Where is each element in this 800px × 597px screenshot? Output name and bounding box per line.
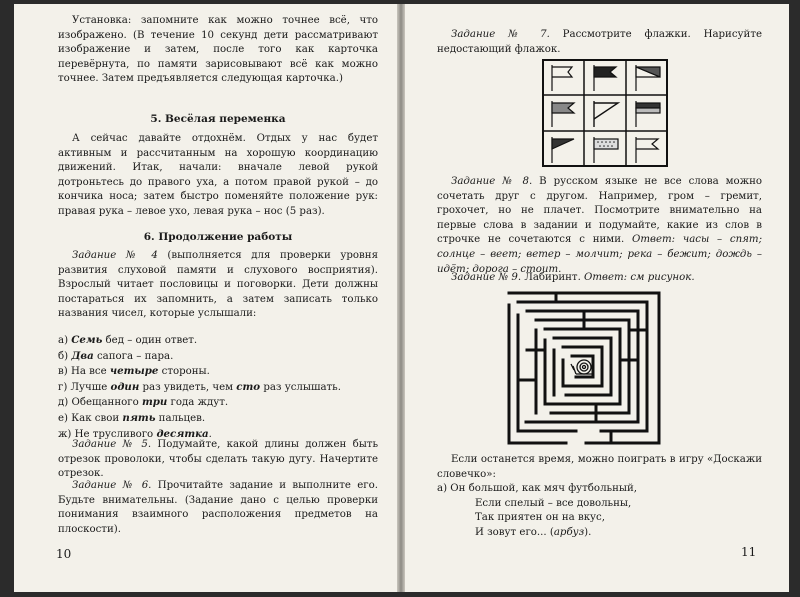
flag-icon (594, 101, 618, 127)
section6-title: 6. Продолжение работы (143, 231, 293, 243)
list-item: а) Семь бед – один ответ. (58, 334, 198, 346)
flag-icon (552, 65, 572, 91)
flag-icon (552, 137, 574, 163)
page-number: 11 (741, 545, 757, 559)
list-item: г) Лучше один раз увидеть, чем сто раз услышать. (58, 380, 341, 393)
riddle-line: Если спелый – все довольны, (475, 497, 632, 509)
list-item: в) На все четыре стороны. (58, 365, 210, 378)
list-item: д) Обещанного три года ждут. (58, 396, 229, 409)
riddle-line: И зовут его... (арбуз). (475, 526, 592, 538)
riddle-line: а) Он большой, как мяч футбольный, (437, 483, 638, 494)
task8-paragraph: Задание № 8. В русском языке не все слова можно сочетать друг с другом. Например, гром – гремит, грохочет, но не плачет. Посмотрите внимательно на первые слова в задании и подумайте, какие из слов в строчке не сочетаются с ними. Ответ: часы – спят; солнце – веет; ветер – молчит; река – бежит; дождь – идёт; дорога – стоит. (437, 176, 763, 275)
game-intro: Если останется время, можно поиграть в игру «Доскажи словечко»: (437, 454, 762, 480)
labyrinth-figure (506, 290, 662, 446)
task7-paragraph: Задание № 7. Рассмотрите флажки. Нарисуйте недостающий флажок. (437, 29, 762, 55)
task9-paragraph: Задание № 9. Лабиринт. Ответ: см рисунок. (451, 272, 695, 283)
flag-icon (594, 65, 616, 91)
task6-paragraph: Задание № 6. Прочитайте задание и выполните его. Будьте внимательны. (Задание дано с целью проверки понимания взаимного расположения предметов на плоскости). (58, 480, 378, 535)
book-gutter (397, 4, 405, 592)
riddle-line: Так приятен он на вкус, (475, 512, 606, 524)
task4-paragraph: Задание № 4 (выполняется для проверки уровня развития слуховой памяти и слухового восприятия). Взрослый читает пословицы и поговорки. Дети должны постараться их запомнить, а затем записать только названия чисел, которые услышали: (58, 250, 379, 320)
task5-paragraph: Задание № 5. Подумайте, какой длины должен быть отрезок проволоки, чтобы сделать такую дугу. Начертите отрезок. (58, 439, 378, 480)
intro-paragraph: Установка: запомните как можно точнее всё, что изображено. (В течение 10 секунд дети рассматривают изображение и затем, после того как карточка перевёрнута, по памяти зарисовывают всё как можно точнее. Затем предъявляется следующая карточка.) (58, 15, 378, 85)
task4-label: Задание № 4 (72, 250, 158, 261)
section5-paragraph: А сейчас давайте отдохнём. Отдых у нас будет активным и рассчитанным на хорошую координацию движений. Итак, начали: вначале левой рукой дотроньтесь до правого уха, а потом правой рукой – до кончика носа; затем быстро поменяйте положение рук: правая рука – левое ухо, левая рука – нос (5 раз). (58, 133, 378, 217)
proverbs-list (58, 333, 378, 442)
list-item: ж) Не трусливого десятка. (58, 427, 212, 440)
flag-icon (636, 101, 660, 127)
list-item: б) Два сапога – пара. (58, 349, 174, 362)
riddle-poem (437, 482, 762, 540)
flag-icon (636, 65, 660, 91)
list-item: е) Как свои пять пальцев. (58, 411, 206, 424)
flags-grid-figure (542, 59, 668, 167)
left-page (14, 4, 397, 592)
section5-title: 5. Весёлая переменка (150, 113, 286, 125)
right-page (405, 4, 789, 592)
snail-icon (571, 360, 594, 374)
flag-icon (636, 137, 658, 163)
page-number: 10 (56, 547, 72, 561)
flag-icon (594, 137, 618, 163)
flag-icon (552, 101, 574, 127)
